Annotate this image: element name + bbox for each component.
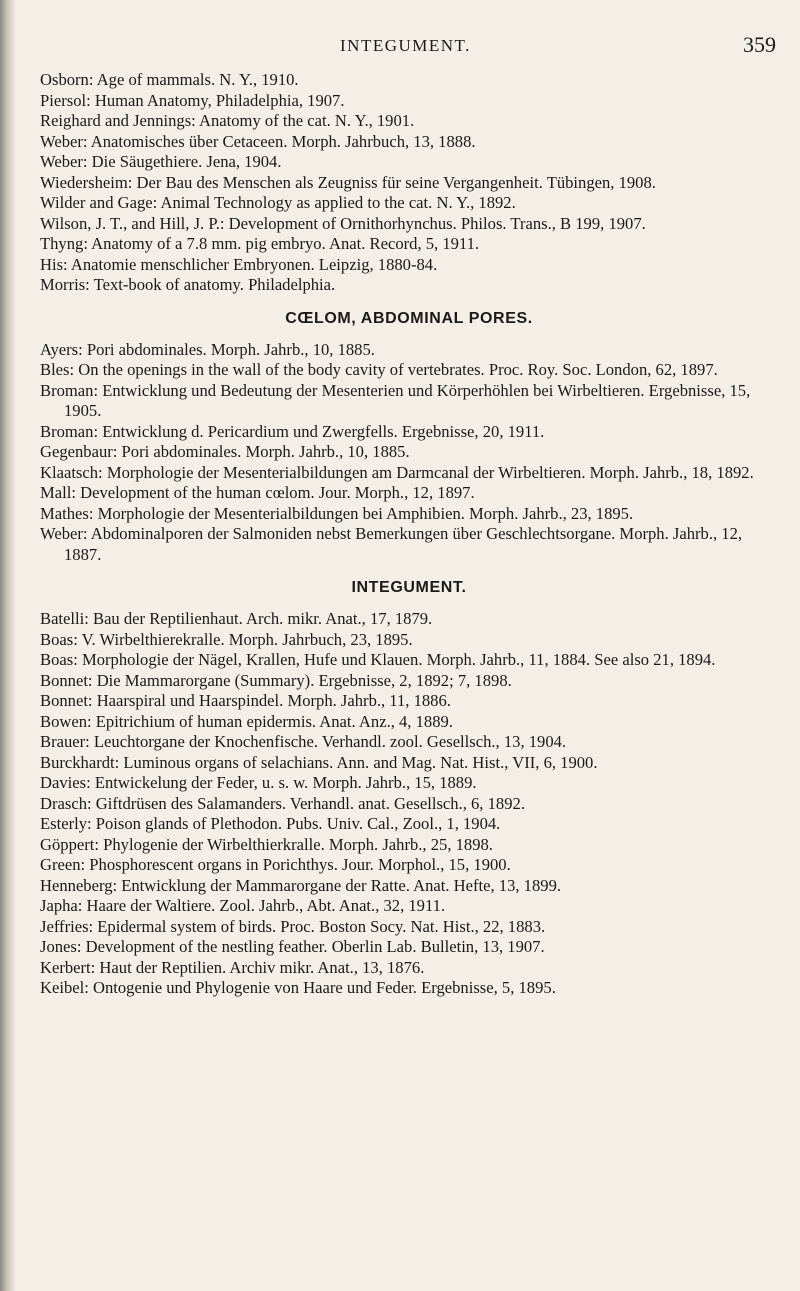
reference-entry: Morris: Text-book of anatomy. Philadelphia. <box>40 275 336 294</box>
reference-entry: Broman: Entwicklung d. Pericardium und Zwergfells. Ergebnisse, 20, 1911. <box>40 421 545 441</box>
page-header <box>40 0 778 70</box>
reference-section <box>40 310 778 566</box>
reference-entry: Broman: Entwicklung und Bedeutung der Mesenterien und Körperhöhlen bei Wirbeltieren. Ergebnisse, 15, 1905. <box>40 380 751 420</box>
reference-entry: Reighard and Jennings: Anatomy of the cat. N. Y., 1901. <box>40 111 415 130</box>
reference-entry: Burckhardt: Luminous organs of selachians. Ann. and Mag. Nat. Hist., VII, 6, 1900. <box>40 752 598 772</box>
reference-entry: His: Anatomie menschlicher Embryonen. Leipzig, 1880-84. <box>40 254 438 274</box>
reference-entry: Bowen: Epitrichium of human epidermis. Anat. Anz., 4, 1889. <box>40 711 453 731</box>
running-title: INTEGUMENT. <box>340 36 471 55</box>
reference-entry: Weber: Abdominalporen der Salmoniden nebst Bemerkungen über Geschlechtsorgane. Morph. Jahrb., 12, 1887. <box>40 524 743 564</box>
reference-entry: Wilder and Gage: Animal Technology as applied to the cat. N. Y., 1892. <box>40 193 516 212</box>
reference-entry: Davies: Entwickelung der Feder, u. s. w. Morph. Jahrb., 15, 1889. <box>40 773 477 792</box>
reference-entry: Weber: Anatomisches über Cetaceen. Morph. Jahrbuch, 13, 1888. <box>40 131 476 151</box>
reference-entry: Thyng: Anatomy of a 7.8 mm. pig embryo. Anat. Record, 5, 1911. <box>40 234 480 253</box>
reference-entry: Green: Phosphorescent organs in Porichthys. Jour. Morphol., 15, 1900. <box>40 855 511 874</box>
reference-entry: Bonnet: Die Mammarorgane (Summary). Ergebnisse, 2, 1892; 7, 1898. <box>40 670 512 690</box>
reference-entry: Osborn: Age of mammals. N. Y., 1910. <box>40 70 299 89</box>
page-number: 359 <box>743 32 776 57</box>
reference-entry: Brauer: Leuchtorgane der Knochenfische. Verhandl. zool. Gesellsch., 13, 1904. <box>40 732 567 751</box>
section-heading: INTEGUMENT. <box>351 579 467 596</box>
reference-entry: Klaatsch: Morphologie der Mesenterialbildungen am Darmcanal der Wirbeltieren. Morph. Jahrb., 18, 1892. <box>40 462 754 482</box>
reference-section <box>40 70 778 296</box>
reference-entry: Boas: V. Wirbelthierekralle. Morph. Jahrbuch, 23, 1895. <box>40 629 413 649</box>
reference-entry: Göppert: Phylogenie der Wirbelthierkralle. Morph. Jahrb., 25, 1898. <box>40 834 493 854</box>
reference-entry: Bles: On the openings in the wall of the body cavity of vertebrates. Proc. Roy. Soc. London, 62, 1897. <box>40 360 718 379</box>
page-gutter-shadow <box>0 0 16 1291</box>
reference-entry: Piersol: Human Anatomy, Philadelphia, 1907. <box>40 90 345 110</box>
book-page <box>40 0 778 999</box>
reference-entry: Wilson, J. T., and Hill, J. P.: Development of Ornithorhynchus. Philos. Trans., B 199, 1907. <box>40 213 646 233</box>
reference-entry: Wiedersheim: Der Bau des Menschen als Zeugniss für seine Vergangenheit. Tübingen, 1908. <box>40 172 656 192</box>
reference-entry: Ayers: Pori abdominales. Morph. Jahrb., 10, 1885. <box>40 339 375 359</box>
reference-entry: Keibel: Ontogenie und Phylogenie von Haare und Feder. Ergebnisse, 5, 1895. <box>40 978 556 997</box>
reference-entry: Boas: Morphologie der Nägel, Krallen, Hufe und Klauen. Morph. Jahrb., 11, 1884. See also 21, 1894. <box>40 650 716 669</box>
reference-entry: Esterly: Poison glands of Plethodon. Pubs. Univ. Cal., Zool., 1, 1904. <box>40 814 501 833</box>
reference-entry: Mall: Development of the human cœlom. Jour. Morph., 12, 1897. <box>40 483 475 502</box>
section-heading: CŒLOM, ABDOMINAL PORES. <box>285 309 533 327</box>
reference-entry: Gegenbaur: Pori abdominales. Morph. Jahrb., 10, 1885. <box>40 442 410 461</box>
reference-entry: Jeffries: Epidermal system of birds. Proc. Boston Socy. Nat. Hist., 22, 1883. <box>40 916 546 936</box>
bibliography <box>40 70 778 999</box>
reference-entry: Henneberg: Entwicklung der Mammarorgane der Ratte. Anat. Hefte, 13, 1899. <box>40 875 562 895</box>
reference-entry: Japha: Haare der Waltiere. Zool. Jahrb., Abt. Anat., 32, 1911. <box>40 896 446 915</box>
reference-entry: Weber: Die Säugethiere. Jena, 1904. <box>40 152 282 171</box>
reference-entry: Mathes: Morphologie der Mesenterialbildungen bei Amphibien. Morph. Jahrb., 23, 1895. <box>40 503 634 523</box>
reference-entry: Jones: Development of the nestling feather. Oberlin Lab. Bulletin, 13, 1907. <box>40 937 545 956</box>
reference-entry: Batelli: Bau der Reptilienhaut. Arch. mikr. Anat., 17, 1879. <box>40 609 433 628</box>
reference-entry: Drasch: Giftdrüsen des Salamanders. Verhandl. anat. Gesellsch., 6, 1892. <box>40 793 525 813</box>
reference-entry: Bonnet: Haarspiral und Haarspindel. Morph. Jahrb., 11, 1886. <box>40 691 451 710</box>
reference-section <box>40 579 778 999</box>
reference-entry: Kerbert: Haut der Reptilien. Archiv mikr. Anat., 13, 1876. <box>40 957 425 977</box>
